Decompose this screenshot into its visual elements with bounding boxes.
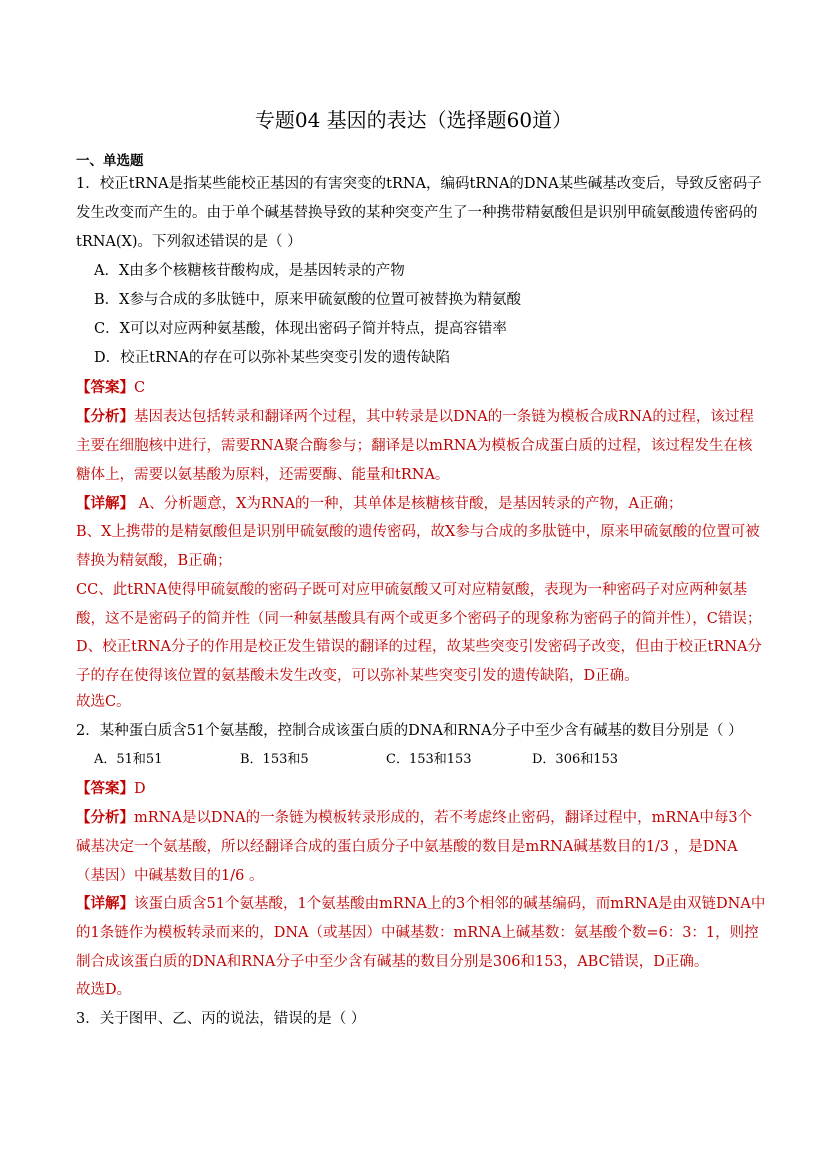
question-2-option-b: B．153和5: [240, 752, 309, 767]
detail-tag: 【详解】: [76, 895, 134, 912]
question-1-detail-c: CC、此tRNA使得甲硫氨酸的密码子既可对应甲硫氨酸又可对应精氨酸，表现为一种密码子对应两种氨基酸，这不是密码子的简并性（同一种氨基酸具有两个或更多个密码子的现象称为密码子的简并性），C错误；: [76, 582, 762, 627]
analysis-text: mRNA是以DNA的一条链为模板转录形成的，若不考虑终止密码，翻译过程中，mRNA中每3个碱基决定一个氨基酸，所以经翻译合成的蛋白质分子中氨基酸的数目是mRNA碱基数目的1/3 ，是DNA（基因）中碱基数目的1/6 。: [76, 810, 753, 884]
question-2-conclusion: 故选D。: [76, 982, 132, 998]
section-heading: 一、单选题: [76, 153, 144, 169]
question-3-stem: 3．关于图甲、乙、丙的说法，错误的是（ ）: [76, 1011, 366, 1027]
question-1-option-d: D．校正tRNA的存在可以弥补某些突变引发的遗传缺陷: [94, 350, 451, 366]
answer-tag: 【答案】: [76, 780, 134, 797]
detail-text: 该蛋白质含51个氨基酸，1个氨基酸由mRNA上的3个相邻的碱基编码，而mRNA是由双链DNA中的1条链作为模板转录而来的，DNA（或基因）中碱基数：mRNA上碱基数：氨基酸个数=6：3：1，则控制合成该蛋白质的DNA和RNA分子中至少含有碱基的数目分别是306和153，ABC错误，D正确。: [76, 896, 766, 970]
question-2-options: [94, 745, 652, 774]
question-1-option-a: A．X由多个核糖核苷酸构成，是基因转录的产物: [94, 263, 405, 279]
answer-value: D: [134, 781, 146, 797]
question-2-stem: 2．某种蛋白质含51个氨基酸，控制合成该蛋白质的DNA和RNA分子中至少含有碱基的数目分别是（ ）: [76, 723, 743, 739]
question-1-detail-a: [76, 489, 766, 519]
detail-a-text: A、分析题意，X为RNA的一种，其单体是核糖核苷酸，是基因转录的产物，A正确；: [134, 496, 683, 512]
analysis-tag: 【分析】: [76, 408, 134, 425]
detail-tag: 【详解】: [76, 495, 134, 512]
question-1-option-c: C．X可以对应两种氨基酸，体现出密码子简并特点，提高容错率: [94, 321, 507, 337]
question-1-stem: 1．校正tRNA是指某些能校正基因的有害突变的tRNA，编码tRNA的DNA某些碱基改变后，导致反密码子发生改变而产生的。由于单个碱基替换导致的某种突变产生了一种携带精氨酸但是识别甲硫氨酸遗传密码的tRNA(X)。下列叙述错误的是（ ）: [76, 176, 762, 250]
question-1-detail-d: D、校正tRNA分子的作用是校正发生错误的翻译的过程，故某些突变引发密码子改变，但由于校正tRNA分子的存在使得该位置的氨基酸未发生改变，可以弥补某些突变引发的遗传缺陷，D正确。: [76, 639, 762, 684]
question-2-option-d: D．306和153: [532, 752, 619, 767]
question-2-answer: [76, 774, 766, 804]
question-1-conclusion: 故选C。: [76, 694, 131, 710]
question-2-option-c: C．153和153: [386, 752, 472, 767]
question-2-detail: [76, 889, 766, 977]
answer-tag: 【答案】: [76, 379, 134, 396]
analysis-text: 基因表达包括转录和翻译两个过程，其中转录是以DNA的一条链为模板合成RNA的过程，该过程主要在细胞核中进行，需要RNA聚合酶参与；翻译是以mRNA为模板合成蛋白质的过程，该过程发生在核糖体上，需要以氨基酸为原料，还需要酶、能量和tRNA。: [76, 409, 754, 483]
page-title: 专题04 基因的表达（选择题60道）: [254, 108, 573, 132]
answer-value: C: [134, 380, 146, 396]
question-1-analysis: [76, 402, 766, 490]
analysis-tag: 【分析】: [76, 809, 134, 826]
question-2-option-a: A．51和51: [94, 752, 163, 767]
question-2-analysis: [76, 803, 766, 891]
question-1-answer: [76, 373, 766, 403]
question-1-option-b: B．X参与合成的多肽链中，原来甲硫氨酸的位置可被替换为精氨酸: [94, 292, 521, 308]
question-1-detail-b: B、X上携带的是精氨酸但是识别甲硫氨酸的遗传密码，故X参与合成的多肽链中，原来甲硫氨酸的位置可被替换为精氨酸，B正确；: [76, 524, 760, 569]
